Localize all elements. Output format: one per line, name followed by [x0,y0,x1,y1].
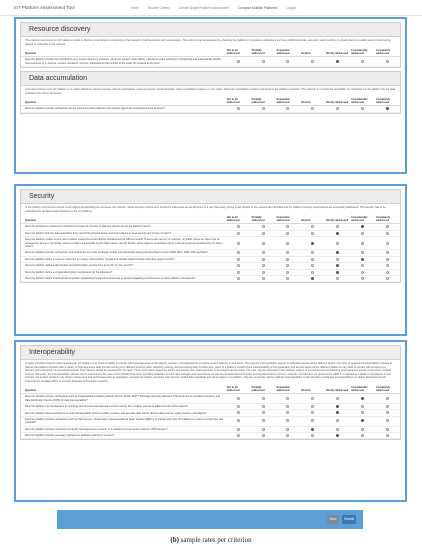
rating-cell [375,394,400,404]
rating-radio-neutral[interactable] [311,397,314,400]
rating-radio-somewhat-addressed[interactable] [286,251,289,254]
rating-radio-neutral[interactable] [311,258,314,261]
rating-radio-partially-addressed[interactable] [262,225,265,228]
question-row [21,237,400,250]
rating-cell [275,276,300,282]
question-row [21,276,400,282]
rating-radio-mostly-addressed[interactable] [336,277,339,280]
rating-radio-considerably-addressed-selected[interactable] [361,419,364,422]
rating-cell [251,432,276,438]
rating-radio-somewhat-addressed[interactable] [286,434,289,437]
rating-cell [300,57,325,67]
rating-radio-partially-addressed[interactable] [262,232,265,235]
save-button[interactable]: Save [327,515,339,524]
rating-cell [251,237,276,250]
rating-radio-not-at-all-addressed[interactable] [237,277,240,280]
scale-header-somewhat-addressed: Somewhat addressed [275,97,300,106]
rating-radio-mostly-addressed[interactable] [336,258,339,261]
scale-header-partially-addressed: Partially addressed [251,215,276,224]
question-text: Does the platform define encryption/decryption mechanisms for the data layer? [21,269,226,275]
rating-radio-somewhat-addressed[interactable] [286,277,289,280]
criterion-card-interoperability [20,345,401,440]
question-text: Does the platform provide mechanisms and techniques for a safe exchange of data and interactions among devices/objects across M2M, M2H, H2M, M2S and M2C? [21,250,226,256]
rating-radio-neutral[interactable] [311,405,314,408]
rating-radio-somewhat-addressed[interactable] [286,397,289,400]
scale-header-neutral: Neutral [300,215,325,224]
rating-radio-partially-addressed[interactable] [262,277,265,280]
rating-header-row [21,97,400,106]
rating-radio-not-at-all-addressed[interactable] [237,264,240,267]
rating-cell [300,276,325,282]
scale-header-considerably-addressed: Considerably addressed [350,48,375,57]
rating-radio-neutral[interactable] [311,232,314,235]
scale-header-partially-addressed: Partially addressed [251,48,276,57]
rating-radio-not-at-all-addressed[interactable] [237,411,240,414]
question-text: Does the platform define functional decomposition (separating functional components) to avoid propagating security issues to other platform components? [21,276,226,282]
question-row [21,106,400,112]
rating-radio-somewhat-addressed[interactable] [286,428,289,431]
rating-radio-neutral[interactable] [311,60,314,63]
submit-button[interactable]: Submit [342,515,356,524]
rating-radio-mostly-addressed-selected[interactable] [336,405,339,408]
rating-radio-not-at-all-addressed[interactable] [237,251,240,254]
scale-header-somewhat-addressed: Somewhat addressed [275,48,300,57]
rating-cell [226,237,251,250]
rating-radio-completely-addressed[interactable] [386,411,389,414]
rating-radio-somewhat-addressed[interactable] [286,242,289,245]
nav-logout[interactable]: Logout [286,5,297,10]
scale-header-not-at-all-addressed: Not at all addressed [226,385,251,394]
rating-radio-partially-addressed[interactable] [262,242,265,245]
criterion-description: A primary function of an IoT platform is to collect data from various sources such as applications, external sources, social networks, video surveillance systems, or city maps, which are embedded in and/or connected to the platform networks. This criterion is to check the availability of mechanisms in the platform for the data collection from the environment. [25,88,396,95]
panel-interoperability [14,340,407,502]
panel-security [14,184,407,336]
rating-radio-not-at-all-addressed[interactable] [237,434,240,437]
rating-radio-mostly-addressed[interactable] [336,419,339,422]
rating-cell [325,237,350,250]
question-row [21,416,400,426]
scale-header-completely-addressed: Completely addressed [375,385,400,394]
rating-radio-not-at-all-addressed[interactable] [237,419,240,422]
criterion-card-data-accumulation [20,71,401,114]
rating-cell [300,432,325,438]
rating-radio-mostly-addressed[interactable] [336,242,339,245]
rating-cell [350,276,375,282]
rating-radio-mostly-addressed-selected[interactable] [336,60,339,63]
rating-radio-somewhat-addressed[interactable] [286,405,289,408]
question-column-header: Question [21,48,226,57]
nav-compare-platforms[interactable]: Compare Multiple Platforms [238,5,278,10]
scale-header-mostly-addressed: Mostly addressed [325,215,350,224]
scale-header-considerably-addressed: Considerably addressed [350,215,375,224]
rating-radio-partially-addressed[interactable] [262,411,265,414]
rating-radio-considerably-addressed-selected[interactable] [361,225,364,228]
scale-header-not-at-all-addressed: Not at all addressed [226,48,251,57]
rating-radio-mostly-addressed-selected[interactable] [336,264,339,267]
rating-cell [375,57,400,67]
rating-cell [325,57,350,67]
rating-cell [375,106,400,112]
rating-radio-neutral-selected[interactable] [311,277,314,280]
scale-header-completely-addressed: Completely addressed [375,48,400,57]
rating-cell [275,237,300,250]
scale-header-mostly-addressed: Mostly addressed [325,97,350,106]
rating-radio-neutral-selected[interactable] [311,428,314,431]
rating-cell [350,432,375,438]
caption-label: (b) [170,536,179,544]
rating-radio-considerably-addressed[interactable] [361,242,364,245]
criterion-title: Data accumulation [21,72,400,86]
rating-cell [226,394,251,404]
rating-radio-partially-addressed[interactable] [262,419,265,422]
question-column-header: Question [21,215,226,224]
rating-radio-neutral[interactable] [311,264,314,267]
rating-radio-not-at-all-addressed[interactable] [237,242,240,245]
scale-header-neutral: Neutral [300,48,325,57]
question-text: Does the platform provide mechanisms such as Web service, Virtual object, Representational State Transfer (REST), to interact with other IoT platforms in order to unlock their real potential? [21,416,226,426]
rating-cell [251,57,276,67]
rating-radio-neutral[interactable] [311,419,314,422]
question-text: Does the platform define authentication and authorization mechanisms at (i) uIS, IS, OS, and SV? [21,263,226,269]
rating-radio-not-at-all-addressed[interactable] [237,271,240,274]
rating-cell [350,416,375,426]
rating-radio-completely-addressed[interactable] [386,277,389,280]
rating-cell [275,57,300,67]
rating-radio-mostly-addressed-selected[interactable] [336,411,339,414]
rating-radio-partially-addressed[interactable] [262,397,265,400]
rating-radio-partially-addressed[interactable] [262,60,265,63]
rating-radio-completely-addressed[interactable] [386,242,389,245]
rating-radio-considerably-addressed[interactable] [361,264,364,267]
rating-radio-somewhat-addressed[interactable] [286,264,289,267]
rating-cell [350,106,375,112]
rating-radio-not-at-all-addressed[interactable] [237,397,240,400]
rating-cell [226,276,251,282]
question-text: Does the platform define an access control list (or routes) used at filters, firewall and network based intrusion detection systems at FIU? [21,256,226,262]
rating-cell [325,276,350,282]
rating-table [21,385,400,439]
rating-radio-partially-addressed[interactable] [262,405,265,408]
rating-table [21,48,400,67]
criterion-description: In the platform environment where smart objects dynamically join and leave the network, robust security mechanisms should be addressed across all layers in a way that newly joining smart objects to the network are identified and the platform security requirements are acceptably addressed. This security has to be considered for all data-related functions in the IoT platform. [25,206,386,213]
rating-radio-considerably-addressed[interactable] [361,251,364,254]
rating-cell [300,416,325,426]
rating-radio-not-at-all-addressed[interactable] [237,232,240,235]
question-row [21,57,400,67]
rating-radio-considerably-addressed[interactable] [361,434,364,437]
rating-cell [375,276,400,282]
scale-header-mostly-addressed: Mostly addressed [325,385,350,394]
rating-radio-completely-addressed[interactable] [386,271,389,274]
question-text: Does the platform have mechanisms to unify interoperability points to collect, process, and generate data from/to diverse data sources, legacy devices, and objects? [21,410,226,416]
rating-radio-somewhat-addressed[interactable] [286,419,289,422]
rating-cell [350,394,375,404]
rating-radio-completely-addressed[interactable] [386,428,389,431]
rating-radio-mostly-addressed[interactable] [336,428,339,431]
rating-radio-mostly-addressed[interactable] [336,107,339,110]
scale-header-partially-addressed: Partially addressed [251,97,276,106]
nav-create-assessment[interactable]: Create Single Platform Assessment [178,5,230,10]
rating-radio-not-at-all-addressed[interactable] [237,60,240,63]
criterion-title: Security [21,190,400,204]
rating-radio-mostly-addressed[interactable] [336,225,339,228]
rating-radio-considerably-addressed[interactable] [361,411,364,414]
rating-header-row [21,48,400,57]
scale-header-somewhat-addressed: Somewhat addressed [275,215,300,224]
rating-radio-completely-addressed[interactable] [386,60,389,63]
rating-radio-not-at-all-addressed[interactable] [237,225,240,228]
rating-radio-considerably-addressed-selected[interactable] [361,397,364,400]
question-text: Does the platform enable an end user to define customized smart objects (doublecheck) at different levels? These levels can be, for example, (1) public: where an object can be accessed by all users; (2) private: where an object is accessible by the object owner; and (3) friends: where object is accessible only by a friends group as predefined by the object owner? [21,237,226,250]
rating-radio-somewhat-addressed[interactable] [286,232,289,235]
rating-radio-completely-addressed[interactable] [386,397,389,400]
rating-radio-not-at-all-addressed[interactable] [237,107,240,110]
rating-radio-considerably-addressed[interactable] [361,428,364,431]
criterion-card-resource-discovery [20,22,401,68]
rating-cell [275,394,300,404]
rating-radio-partially-addressed[interactable] [262,264,265,267]
rating-radio-considerably-addressed[interactable] [361,107,364,110]
question-text: Does the platform limit the data acquisition from user/OCD personal device and smart objects to keep security and privacy of users? [21,230,226,236]
action-bar [57,510,363,529]
rating-radio-not-at-all-addressed[interactable] [237,258,240,261]
rating-radio-partially-addressed[interactable] [262,428,265,431]
rating-radio-somewhat-addressed[interactable] [286,271,289,274]
rating-cell [350,237,375,250]
rating-cell [375,237,400,250]
criterion-description: This criterion examines if an IoT platform is able to discover smart objects connecting to the network in both automatic and manual ways. This criterion can be assessed by checking the platform if it provides mechanisms such as publish/subscribe, semantic match making, or virtual objects to enable users in discovering objects or subscribe to the network. [25,39,391,46]
app-title[interactable]: IoT Platform Assessment Tool [14,5,75,10]
rating-cell [375,432,400,438]
scale-header-considerably-addressed: Considerably addressed [350,97,375,106]
rating-radio-completely-addressed[interactable] [386,232,389,235]
criterion-title: Resource discovery [21,23,400,37]
rating-radio-completely-addressed[interactable] [386,225,389,228]
rating-radio-considerably-addressed[interactable] [361,60,364,63]
scale-header-neutral: Neutral [300,385,325,394]
criterion-card-security [20,189,401,283]
rating-radio-completely-addressed[interactable] [386,419,389,422]
rating-radio-partially-addressed[interactable] [262,258,265,261]
criterion-description: A highly important criterion when selecting an IoT platform is to check its ability to interact with heterogeneous smart objects, services, and applications to ensure service delivery to end users. The need for interoperability support is ubiquitous across all the different layers. One form of required interoperability is related to data as the platform interacts with a variety of heterogeneous data formats coming from different sources when collecting, storing, and processing data. Furthermore, users of a platform should check interoperability at the application and service layers where different platforms may need to interact with services (e.g. domain) and exist jointly via events/commands. This criterion should be assessed for the layer. There each need support for device connectivity from heterogeneous smart objects and services. The user may be interested in the platform support of connecting and provisioning heterogeneous events coming from multiple sources. Moreover, the interoperability criterion can be examined in the case of the infrastructure layer providing hardware for both data storages and computation as well as physical interconnectivity among data centres, servers, networks, and devices. As presented in Table 4, in assessing a platform compliance to this criterion, the system architect may check mechanisms and techniques such as ontologies, semantic annotation, semantic web services, linked data standards and virtual objects in a platform, that are commonly used to address interoperability. It also provides a webpage interoperability is to define abstraction levels supported by interfaces/APIs to connect disparate technologies together. [25,362,393,383]
rating-cell [275,416,300,426]
rating-radio-neutral[interactable] [311,251,314,254]
rating-cell [226,106,251,112]
question-text: Does the platform use mechanisms to exchange and process heterogeneous events coming from multiple sources at different levels of the system? [21,404,226,410]
question-text: Does the platform provide the mechanisms (e.g. service discovery protocols, electronic product codes (EPC), ubiquitous codes (uCode)) to dynamically and automatically identify new resources (e.g. devices, sensors, actuators, services, applications) that connect to the smart city network at any time? [21,57,226,67]
rating-cell [275,432,300,438]
rating-radio-neutral[interactable] [311,225,314,228]
rating-cell [300,394,325,404]
rating-radio-mostly-addressed-selected[interactable] [336,232,339,235]
rating-header-row [21,215,400,224]
panel-discovery-accumulation [14,17,407,174]
rating-cell [251,416,276,426]
rating-radio-partially-addressed[interactable] [262,271,265,274]
rating-radio-somewhat-addressed[interactable] [286,258,289,261]
rating-radio-completely-addressed[interactable] [386,434,389,437]
question-column-header: Question [21,385,226,394]
rating-radio-completely-addressed-selected[interactable] [386,107,389,110]
rating-radio-partially-addressed[interactable] [262,107,265,110]
rating-radio-neutral-selected[interactable] [311,242,314,245]
scale-header-somewhat-addressed: Somewhat addressed [275,385,300,394]
criterion-title: Interoperability [21,346,400,360]
question-text: Does the platform provide mechanisms such as Knapsack/Enumeration protocol, MUUS, SOAP, MQTT (Message Queuing Telemetry Transport) and in consistent transport, and Data Distribution Service (DDS) for data interoperability? [21,394,226,404]
question-row [21,394,400,404]
rating-cell [251,276,276,282]
top-navbar [0,0,422,16]
scale-header-not-at-all-addressed: Not at all addressed [226,215,251,224]
rating-radio-somewhat-addressed[interactable] [286,225,289,228]
rating-radio-mostly-addressed[interactable] [336,397,339,400]
rating-cell [251,106,276,112]
rating-cell [251,394,276,404]
question-row [21,432,400,438]
rating-radio-somewhat-addressed[interactable] [286,107,289,110]
scale-header-not-at-all-addressed: Not at all addressed [226,97,251,106]
rating-table [21,97,400,113]
rating-cell [300,106,325,112]
scale-header-considerably-addressed: Considerably addressed [350,385,375,394]
rating-cell [275,106,300,112]
rating-radio-neutral[interactable] [311,107,314,110]
rating-header-row [21,385,400,394]
rating-radio-partially-addressed[interactable] [262,434,265,437]
rating-cell [226,416,251,426]
nav-browse-criteria[interactable]: Browse Criteria [148,5,170,10]
rating-radio-completely-addressed[interactable] [386,258,389,261]
scale-header-partially-addressed: Partially addressed [251,385,276,394]
rating-table [21,215,400,282]
rating-radio-neutral[interactable] [311,271,314,274]
rating-radio-considerably-addressed[interactable] [361,232,364,235]
rating-cell [325,106,350,112]
rating-radio-considerably-addressed[interactable] [361,277,364,280]
question-text: Does the platform provide mechanisms for the continuous data collection from various objects for processing across all layers? [21,106,226,112]
rating-radio-somewhat-addressed[interactable] [286,411,289,414]
rating-cell [300,237,325,250]
question-text: Does the platform provide mechanism to identify heterogeneous resources in a network such as sensor networks, RFID devices? [21,426,226,432]
nav-home[interactable]: Home [130,5,140,10]
rating-radio-completely-addressed[interactable] [386,264,389,267]
scale-header-mostly-addressed: Mostly addressed [325,48,350,57]
rating-radio-mostly-addressed-selected[interactable] [336,271,339,274]
rating-radio-not-at-all-addressed[interactable] [237,428,240,431]
rating-radio-neutral[interactable] [311,434,314,437]
question-text: Does the platform provide necessary interfaces to facilitate invoking its services? [21,432,226,438]
rating-cell [325,416,350,426]
figure-caption [0,536,422,544]
question-column-header: Question [21,97,226,106]
rating-cell [375,416,400,426]
rating-radio-not-at-all-addressed[interactable] [237,405,240,408]
rating-cell [226,432,251,438]
rating-radio-neutral[interactable] [311,411,314,414]
rating-cell [325,394,350,404]
rating-radio-mostly-addressed-selected[interactable] [336,251,339,254]
caption-text: sample rates per criterion [178,536,252,544]
rating-cell [226,57,251,67]
rating-cell [350,57,375,67]
scale-header-completely-addressed: Completely addressed [375,215,400,224]
rating-radio-considerably-addressed[interactable] [361,271,364,274]
rating-cell [325,432,350,438]
rating-radio-completely-addressed[interactable] [386,405,389,408]
rating-radio-mostly-addressed-selected[interactable] [336,434,339,437]
rating-radio-somewhat-addressed[interactable] [286,60,289,63]
rating-radio-partially-addressed[interactable] [262,251,265,254]
question-text: Does the architecture implement mechanisms to keep the security of data and objects across the platform layers? [21,224,226,230]
scale-header-neutral: Neutral [300,97,325,106]
rating-radio-considerably-addressed[interactable] [361,405,364,408]
rating-radio-completely-addressed[interactable] [386,251,389,254]
rating-radio-considerably-addressed-selected[interactable] [361,258,364,261]
scale-header-completely-addressed: Completely addressed [375,97,400,106]
